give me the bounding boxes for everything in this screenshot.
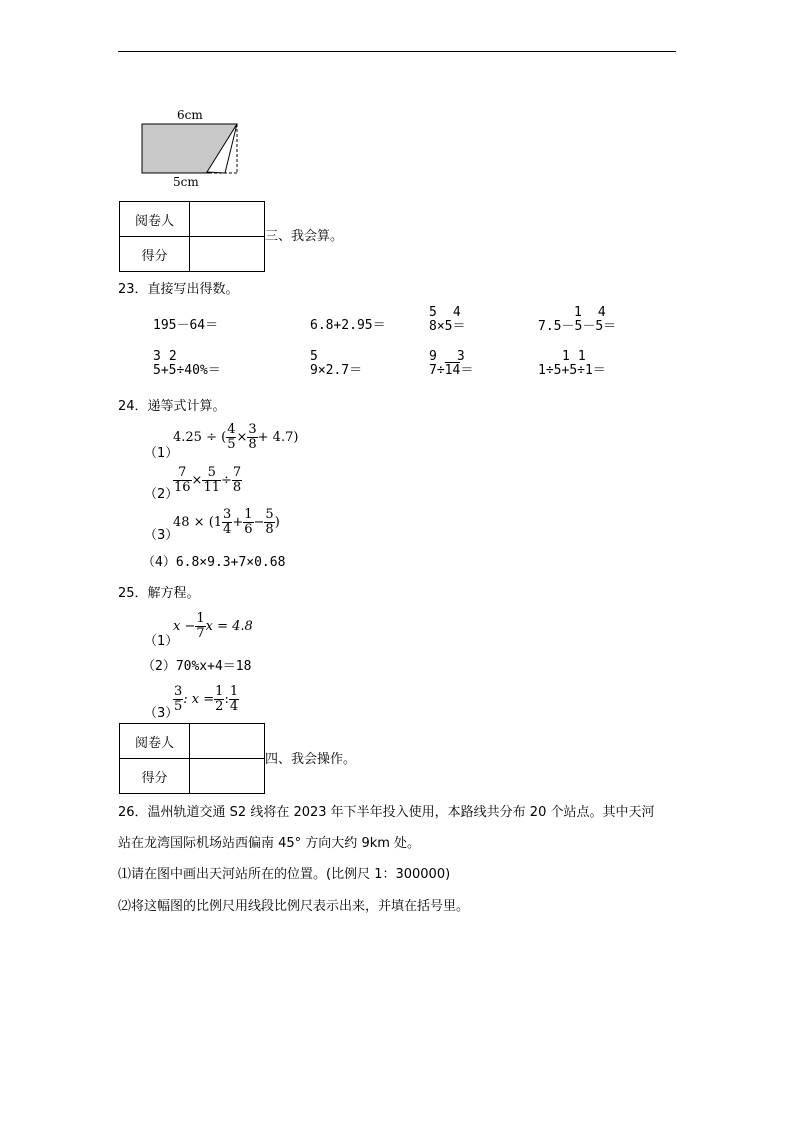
score-cell[interactable] xyxy=(190,759,265,794)
score-table-2 xyxy=(119,723,265,794)
q23-d: 1 4 7.5－5－5＝ xyxy=(538,305,617,334)
q24-p4: （4）6.8×9.3+7×0.68 xyxy=(142,555,286,570)
score-table-1 xyxy=(119,201,265,272)
q25-p1-expr: x − $\frac{1}{7}$ x = 4.8 xyxy=(173,611,253,641)
section-title-4: 四、我会操作。 xyxy=(265,752,357,767)
section-title-3: 三、我会算。 xyxy=(265,229,344,244)
q25-title: 25．解方程。 xyxy=(118,586,200,601)
q26-sub2: ⑵将这幅图的比例尺用线段比例尺表示出来，并填在括号里。 xyxy=(118,899,470,914)
rectangle-figure xyxy=(135,106,245,190)
q24-title: 24．递等式计算。 xyxy=(118,399,226,414)
score-label: 得分 xyxy=(120,237,190,272)
score-cell[interactable] xyxy=(190,237,265,272)
q24-p3-label: （3） xyxy=(144,528,179,543)
q26-line2: 站在龙湾国际机场站西偏南 45° 方向大约 9km 处。 xyxy=(118,836,421,851)
q24-p1-label: （1） xyxy=(144,446,179,461)
header-rule xyxy=(118,51,676,52)
reviewer-label: 阅卷人 xyxy=(120,202,190,237)
reviewer-label: 阅卷人 xyxy=(120,724,190,759)
q24-p2-label: （2） xyxy=(144,487,179,502)
q25-p2: （2）70%x+4＝18 xyxy=(142,659,252,674)
q23-g: 9 3 7÷14＝ xyxy=(429,349,474,378)
q25-p1-label: （1） xyxy=(144,634,179,649)
q23-h: 1 1 1÷5+5÷1＝ xyxy=(538,349,606,378)
score-label: 得分 xyxy=(120,759,190,794)
figure-top-label: 6cm xyxy=(177,108,203,122)
reviewer-cell[interactable] xyxy=(190,724,265,759)
q23-c: 5 4 8×5＝ xyxy=(429,305,466,334)
q24-p3-expr: 48 × (1 $\frac{3}{4}$ + $\frac{1}{6}$ − $\frac{5}{8}$ ) xyxy=(173,507,280,537)
q26-sub1: ⑴请在图中画出天河站所在的位置。(比例尺 1：300000) xyxy=(118,867,451,882)
q23-f: 5 9×2.7＝ xyxy=(310,349,363,378)
reviewer-cell[interactable] xyxy=(190,202,265,237)
q26-line1: 26．温州轨道交通 S2 线将在 2023 年下半年投入使用，本路线共分布 20 个站点。其中天河 xyxy=(118,805,655,820)
q25-p3-label: （3） xyxy=(144,706,179,721)
q23-b: 6.8+2.95＝ xyxy=(310,318,386,333)
q24-p2-expr: $\frac{7}{16}$ × $\frac{5}{11}$ ÷ $\frac{7}{8}$ xyxy=(174,465,242,495)
q23-e: 3 2 5+5÷40%＝ xyxy=(153,349,221,378)
q23-a: 195－64＝ xyxy=(153,318,219,333)
q23-title: 23．直接写出得数。 xyxy=(118,282,239,297)
figure-bottom-label: 5cm xyxy=(173,175,199,189)
q24-p1-expr: 4.25 ÷ ( $\frac{4}{5}$ × $\frac{3}{8}$ + 4.7) xyxy=(173,422,299,452)
q25-p3-expr: $\frac{3}{5}$ : x = $\frac{1}{2}$ : $\frac{1}{4}$ xyxy=(174,684,239,714)
